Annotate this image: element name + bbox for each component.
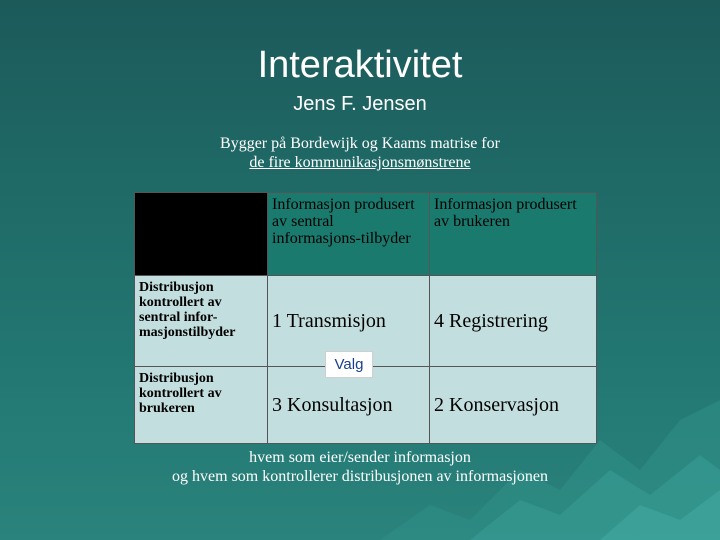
intro-text <box>0 134 720 172</box>
intro-line-2: de fire kommunikasjonsmønstrene <box>249 154 471 171</box>
col-header-user: Informasjon produsert av brukeren <box>430 193 597 276</box>
cell-transmisjon: 1 Transmisjon <box>268 276 430 367</box>
matrix-corner <box>135 193 268 276</box>
slide-title: Interaktivitet <box>257 44 463 86</box>
row-header-central-control: Distribusjon kontrollert av sentral infor-masjonstilbyder <box>135 276 268 367</box>
outro-text <box>0 448 720 486</box>
cell-konservasjon: 2 Konservasjon <box>430 367 597 444</box>
outro-line-2: og hvem som kontrollerer distribusjonen av informasjonen <box>172 468 548 485</box>
communication-matrix <box>134 192 597 444</box>
col-header-central: Informasjon produsert av sentral informasjons-tilbyder <box>268 193 430 276</box>
cell-registrering: 4 Registrering <box>430 276 597 367</box>
cell-konsultasjon: 3 Konsultasjon <box>268 367 430 444</box>
valg-button[interactable]: Valg <box>325 351 373 378</box>
row-header-user-control: Distribusjon kontrollert av brukeren <box>135 367 268 444</box>
outro-line-1: hvem som eier/sender informasjon <box>249 449 471 466</box>
slide-subtitle: Jens F. Jensen <box>293 93 427 115</box>
intro-line-1: Bygger på Bordewijk og Kaams matrise for <box>220 135 500 152</box>
